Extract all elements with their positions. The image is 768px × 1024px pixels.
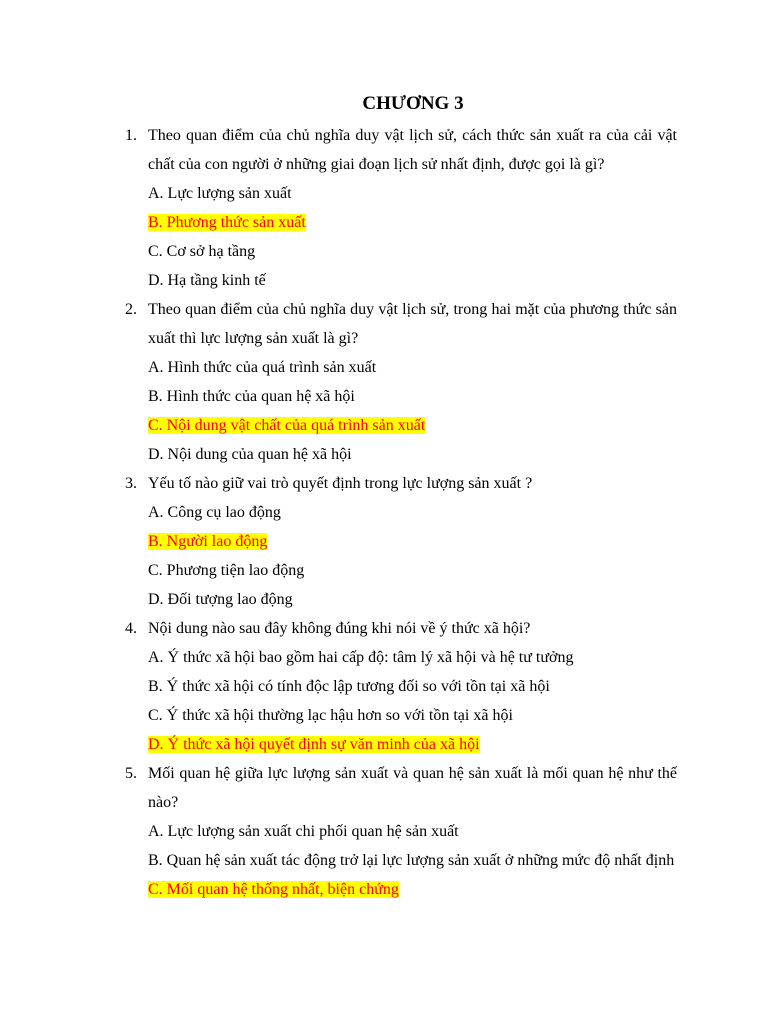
answer-option-5-a bbox=[148, 817, 677, 846]
answer-text: A. Lực lượng sản xuất chi phối quan hệ sản xuất bbox=[148, 823, 459, 840]
question-text: Theo quan điểm của chủ nghĩa duy vật lịch sử, trong hai mặt của phương thức sản xuất thì lực lượng sản xuất là gì? bbox=[148, 301, 677, 347]
answer-option-2-b bbox=[148, 382, 677, 411]
answer-option-3-b bbox=[148, 527, 677, 556]
answer-option-4-d bbox=[148, 730, 677, 759]
answer-option-3-a bbox=[148, 498, 677, 527]
question-text: Theo quan điểm của chủ nghĩa duy vật lịch sử, cách thức sản xuất ra của cải vật chất của con người ở những giai đoạn lịch sử nhất định, được gọi là gì? bbox=[148, 127, 677, 173]
answer-text: D. Hạ tầng kinh tế bbox=[148, 272, 266, 289]
answer-option-5-b bbox=[148, 846, 677, 875]
answer-option-1-d bbox=[148, 266, 677, 295]
question-text: Yếu tố nào giữ vai trò quyết định trong lực lượng sản xuất ? bbox=[148, 475, 533, 492]
answer-option-1-b bbox=[148, 208, 677, 237]
answer-option-4-c bbox=[148, 701, 677, 730]
answer-text: B. Ý thức xã hội có tính độc lập tương đối so với tồn tại xã hội bbox=[148, 678, 550, 695]
answer-text: B. Hình thức của quan hệ xã hội bbox=[148, 388, 355, 405]
answer-option-2-d bbox=[148, 440, 677, 469]
question-5 bbox=[125, 759, 677, 817]
correct-answer-text: B. Phương thức sản xuất bbox=[148, 214, 306, 231]
answer-text: A. Lực lượng sản xuất bbox=[148, 185, 292, 202]
answer-option-5-c bbox=[148, 875, 677, 904]
answer-text: A. Hình thức của quá trình sản xuất bbox=[148, 359, 377, 376]
question-4 bbox=[125, 614, 677, 643]
answer-option-2-c bbox=[148, 411, 677, 440]
answer-text: A. Công cụ lao động bbox=[148, 504, 281, 521]
answer-text: C. Cơ sở hạ tầng bbox=[148, 243, 256, 260]
answer-text: B. Quan hệ sản xuất tác động trở lại lực lượng sản xuất ở những mức độ nhất định bbox=[148, 852, 675, 869]
question-number: 5. bbox=[125, 765, 137, 782]
answer-text: C. Ý thức xã hội thường lạc hậu hơn so với tồn tại xã hội bbox=[148, 707, 513, 724]
answer-text: C. Phương tiện lao động bbox=[148, 562, 305, 579]
correct-answer-text: B. Người lao động bbox=[148, 533, 268, 550]
answer-option-1-a bbox=[148, 179, 677, 208]
correct-answer-text: D. Ý thức xã hội quyết định sự văn minh của xã hội bbox=[148, 736, 480, 753]
question-list bbox=[125, 121, 677, 904]
question-3 bbox=[125, 469, 677, 498]
answer-option-4-b bbox=[148, 672, 677, 701]
answer-text: A. Ý thức xã hội bao gồm hai cấp độ: tâm lý xã hội và hệ tư tưởng bbox=[148, 649, 574, 666]
question-text: Mối quan hệ giữa lực lượng sản xuất và quan hệ sản xuất là mối quan hệ như thế nào? bbox=[148, 765, 677, 811]
answer-option-1-c bbox=[148, 237, 677, 266]
question-number: 2. bbox=[125, 301, 137, 318]
correct-answer-text: C. Mối quan hệ thống nhất, biện chứng bbox=[148, 881, 399, 898]
answer-option-3-d bbox=[148, 585, 677, 614]
question-number: 3. bbox=[125, 475, 137, 492]
answer-option-3-c bbox=[148, 556, 677, 585]
question-2 bbox=[125, 295, 677, 353]
answer-option-4-a bbox=[148, 643, 677, 672]
question-text: Nội dung nào sau đây không đúng khi nói về ý thức xã hội? bbox=[148, 620, 531, 637]
correct-answer-text: C. Nội dung vật chất của quá trình sản xuất bbox=[148, 417, 426, 434]
answer-option-2-a bbox=[148, 353, 677, 382]
question-number: 1. bbox=[125, 127, 137, 144]
answer-text: D. Đối tượng lao động bbox=[148, 591, 293, 608]
chapter-title: CHƯƠNG 3 bbox=[362, 93, 464, 114]
question-number: 4. bbox=[125, 620, 137, 637]
answer-text: D. Nội dung của quan hệ xã hội bbox=[148, 446, 352, 463]
question-1 bbox=[125, 121, 677, 179]
